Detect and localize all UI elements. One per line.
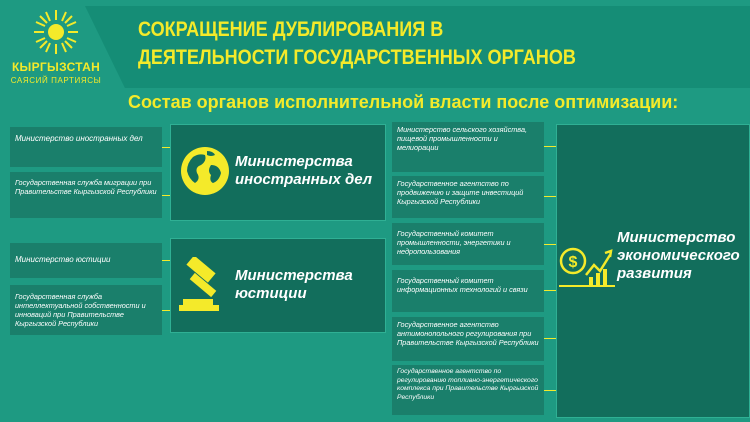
gavel-icon — [179, 257, 231, 313]
left-item: Министерство иностранных дел — [10, 127, 162, 167]
block-justice-label: Министерства юстиции — [235, 267, 353, 302]
connector — [544, 244, 556, 245]
block-foreign-label: Министерства иностранных дел — [235, 153, 373, 188]
connector — [162, 195, 170, 196]
mid-item: Министерство сельского хозяйства, пищевой промышленности и мелиорации — [392, 122, 544, 172]
connector — [544, 196, 556, 197]
left-item: Министерство юстиции — [10, 243, 162, 278]
logo-subtitle: САЯСИЙ ПАРТИЯСЫ — [10, 76, 102, 85]
money-growth-icon — [559, 229, 615, 287]
connector — [544, 390, 556, 391]
mid-item: Государственное агентство по продвижению и защите инвестиций Кыргызской Республики — [392, 176, 544, 218]
connector — [162, 260, 170, 261]
mid-item: Государственный комитет информационных технологий и связи — [392, 270, 544, 312]
mid-item: Государственное агентство антимонопольного регулирования при Правительстве Кыргызской Республики — [392, 317, 544, 361]
block-economy — [556, 124, 750, 418]
mid-item: Государственный комитет промышленности, энергетики и недропользования — [392, 223, 544, 265]
block-foreign-affairs — [170, 124, 386, 221]
block-justice — [170, 238, 386, 333]
page-subtitle: Состав органов исполнительной власти после оптимизации: — [128, 92, 679, 112]
left-item: Государственная служба миграции при Правительстве Кыргызской Республики — [10, 172, 162, 218]
block-economy-label: Министерство экономического развития — [617, 229, 740, 282]
title-line-2: ДЕЯТЕЛЬНОСТИ ГОСУДАРСТВЕННЫХ ОРГАНОВ — [138, 46, 576, 69]
sun-logo-icon — [32, 8, 80, 56]
connector — [162, 147, 170, 148]
connector — [162, 310, 170, 311]
logo-name: КЫРГЫЗСТАН — [11, 60, 101, 74]
connector — [544, 290, 556, 291]
connector — [544, 146, 556, 147]
connector — [544, 338, 556, 339]
page-title — [138, 16, 585, 72]
mid-item: Государственное агентство по регулированию топливно-энергетического комплекса при Правительстве Кыргызской Республики — [392, 365, 544, 415]
globe-icon — [179, 145, 231, 197]
title-line-1: СОКРАЩЕНИЕ ДУБЛИРОВАНИЯ В — [138, 18, 444, 41]
left-item: Государственная служба интеллектуальной собственности и инноваций при Правительстве Кыргызской Республики — [10, 285, 162, 335]
svg-text:$: $ — [568, 254, 578, 271]
